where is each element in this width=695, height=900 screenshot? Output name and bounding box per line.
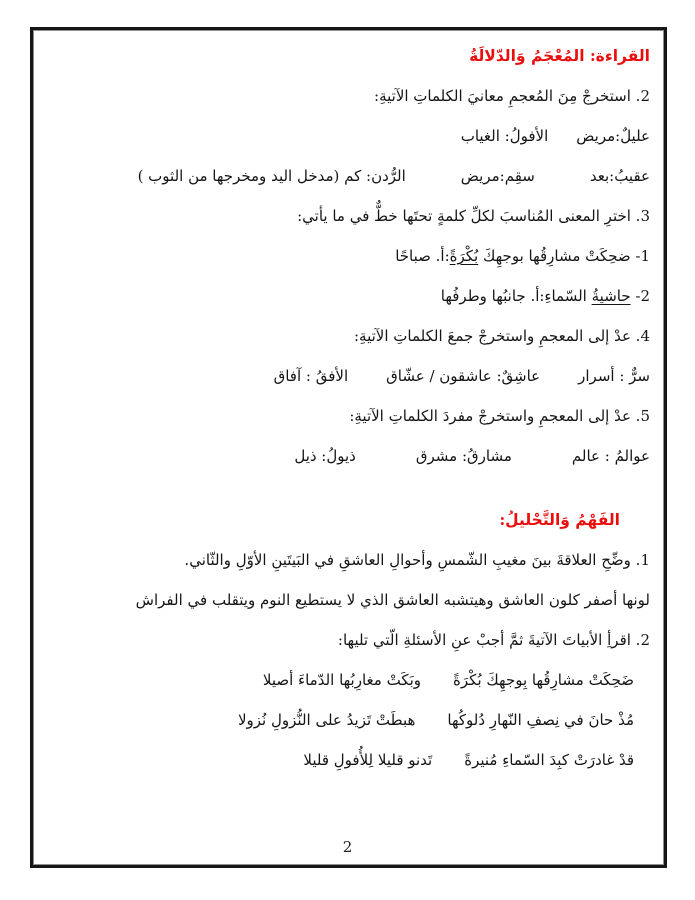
page-content <box>65 36 650 780</box>
answer-pair: الرُّدن: كم (مدخل اليد ومخرجها من الثوب ) <box>137 167 406 185</box>
prompt-q5: 5. عدْ إلى المعجمِ واستخرجْ مفردَ الكلماتِ الآتيةِ: <box>349 407 650 425</box>
answer-pair: عقيبُ:بعد <box>589 167 650 185</box>
prompt-q3: 3. اخترِ المعنى المُناسبَ لكلِّ كلمةٍ تحتَها خطٌّ في ما يأتي: <box>297 207 650 225</box>
poem-verse-2 <box>65 700 650 740</box>
prompt-comp-q1: 1. وضِّحِ العلاقةَ بينَ مغيبِ الشّمسِ وأحوالِ العاشقِ في البَيتَينِ الأوّلِ والثّاني. <box>184 551 650 569</box>
item-text: :أ. صباحًا <box>395 247 450 265</box>
poem-verse-1 <box>65 660 650 700</box>
answer-row-q5 <box>65 436 650 476</box>
hemistich-second: هبطَتْ تَزيدُ على النُّزولِ نُزولا <box>237 711 416 729</box>
item-text: السّماءِ:أ. جانبُها وطرفُها <box>440 287 592 305</box>
answer-pair: الأفولُ: الغياب <box>460 127 549 145</box>
hemistich-first: مُذْ حانَ في نِصفِ النّهارِ دُلوكُها <box>447 711 634 729</box>
item-text: 2- <box>630 287 650 305</box>
hemistich-second: تَدنو قليلا لِلأُفولِ قليلا <box>303 751 433 769</box>
hemistich-first: ضَحِكَتْ مشارِقُها بِوجهِكَ بُكْرَةً <box>453 671 634 689</box>
item-q3-1 <box>65 236 650 276</box>
answer-pair: مشارقُ: مشرق <box>415 447 512 465</box>
poem-verse-3 <box>65 740 650 780</box>
section-heading-comprehension: الفَهْمُ وَالتَّحْليلُ: <box>499 510 620 529</box>
answer-pair: سرٌّ : أسرار <box>578 367 650 385</box>
answer-pair: ذيولُ: ذيل <box>294 447 356 465</box>
item-text: 1- ضحِكَتْ مشارِقُها بوجهِكَ <box>478 247 650 265</box>
answer-row-q4 <box>65 356 650 396</box>
section-gap <box>65 476 650 500</box>
answer-pair: الأفقُ : آفاق <box>273 367 349 385</box>
answer-pair: سقِم:مريض <box>460 167 535 185</box>
answer-row-q2-2 <box>65 156 650 196</box>
prompt-comp-q2: 2. اقرأِ الأبياتَ الآتيةَ ثمَّ أجبْ عنِ الأسئلةِ الّتي تليها: <box>337 631 650 649</box>
answer-pair: عوالمُ : عالم <box>571 447 650 465</box>
underlined-word: حاشيةُ <box>591 287 631 305</box>
answer-pair: عليلٌ:مريض <box>576 127 650 145</box>
section-heading-reading: القراءة: المُعْجَمُ وَالدّلالَةُ <box>469 46 650 65</box>
hemistich-second: وبَكَتْ مغارِبُها الدّماءَ أصيلا <box>262 671 422 689</box>
prompt-q2: 2. استخرجْ مِنَ المُعجمِ معانيَ الكلماتِ الآتيةِ: <box>374 87 650 105</box>
hemistich-first: قدْ غادرَتْ كبِدَ السّماءِ مُنيرةً <box>464 751 634 769</box>
item-q3-2 <box>65 276 650 316</box>
answer-pair: عاشِقٌ: عاشقون / عشّاق <box>386 367 541 385</box>
prompt-q4: 4. عدْ إلى المعجمِ واستخرجْ جمعَ الكلماتِ الآتيةِ: <box>353 327 650 345</box>
underlined-word: بُكْرَةً <box>449 247 479 265</box>
answer-row-q2-1 <box>65 116 650 156</box>
answer-comp-q1: لونها أصفر كلون العاشق وهيتشبه العاشق الذي لا يستطيع النوم ويتقلب في الفراش <box>135 591 650 609</box>
page-number: 2 <box>342 838 353 856</box>
